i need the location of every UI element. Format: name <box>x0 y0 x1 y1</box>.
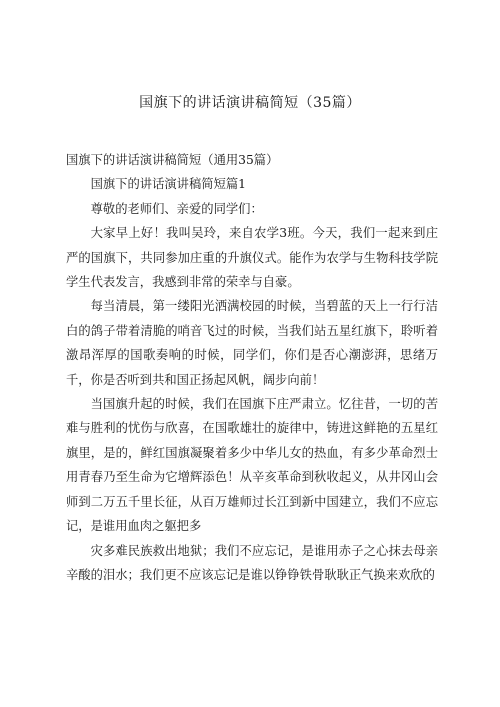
document-subtitle: 国旗下的讲话演讲稿简短（通用35篇） <box>66 153 279 167</box>
paragraph: 灾多难民族救出地狱；我们不应忘记，是谁用赤子之心抹去母亲辛酸的泪水；我们更不应该忘记是谁以铮铮铁骨耿耿正气换来欢欣的 <box>66 543 438 582</box>
document-body <box>66 148 438 587</box>
paragraph: 大家早上好！我叫吴玲，来自农学3班。今天，我们一起来到庄严的国旗下，共同参加庄重的升旗仪式。能作为农学与生物科技学院学生代表发言，我感到非常的荣幸与自豪。 <box>66 226 438 290</box>
greeting: 尊敬的老师们、亲爱的同学们： <box>90 201 263 216</box>
document-title: 国旗下的讲话演讲稿简短（35篇） <box>139 95 361 111</box>
section-heading: 国旗下的讲话演讲稿简短篇1 <box>90 177 246 192</box>
paragraph: 当国旗升起的时候，我们在国旗下庄严肃立。忆往昔，一切的苦难与胜利的忧伤与欣喜，在国歌雄壮的旋律中，铸进这鲜艳的五星红旗里，是的，鲜红国旗凝聚着多少中华儿女的热血，有多少革命烈士用青春乃至生命为它增辉添色！从辛亥革命到秋收起义，从井冈山会师到二万五千里长征，从百万雄师过长江到新中国建立，我们不应忘记，是谁用血肉之躯把多 <box>66 397 438 534</box>
paragraph: 每当清晨，第一缕阳光洒满校园的时候，当碧蓝的天上一行行洁白的鸽子带着清脆的哨音飞过的时候，当我们站五星红旗下，聆听着激昂浑厚的国歌奏响的时候，同学们，你们是否心潮澎湃，思绪万千，你是否听到共和国正扬起风帆，阔步向前！ <box>66 299 438 387</box>
